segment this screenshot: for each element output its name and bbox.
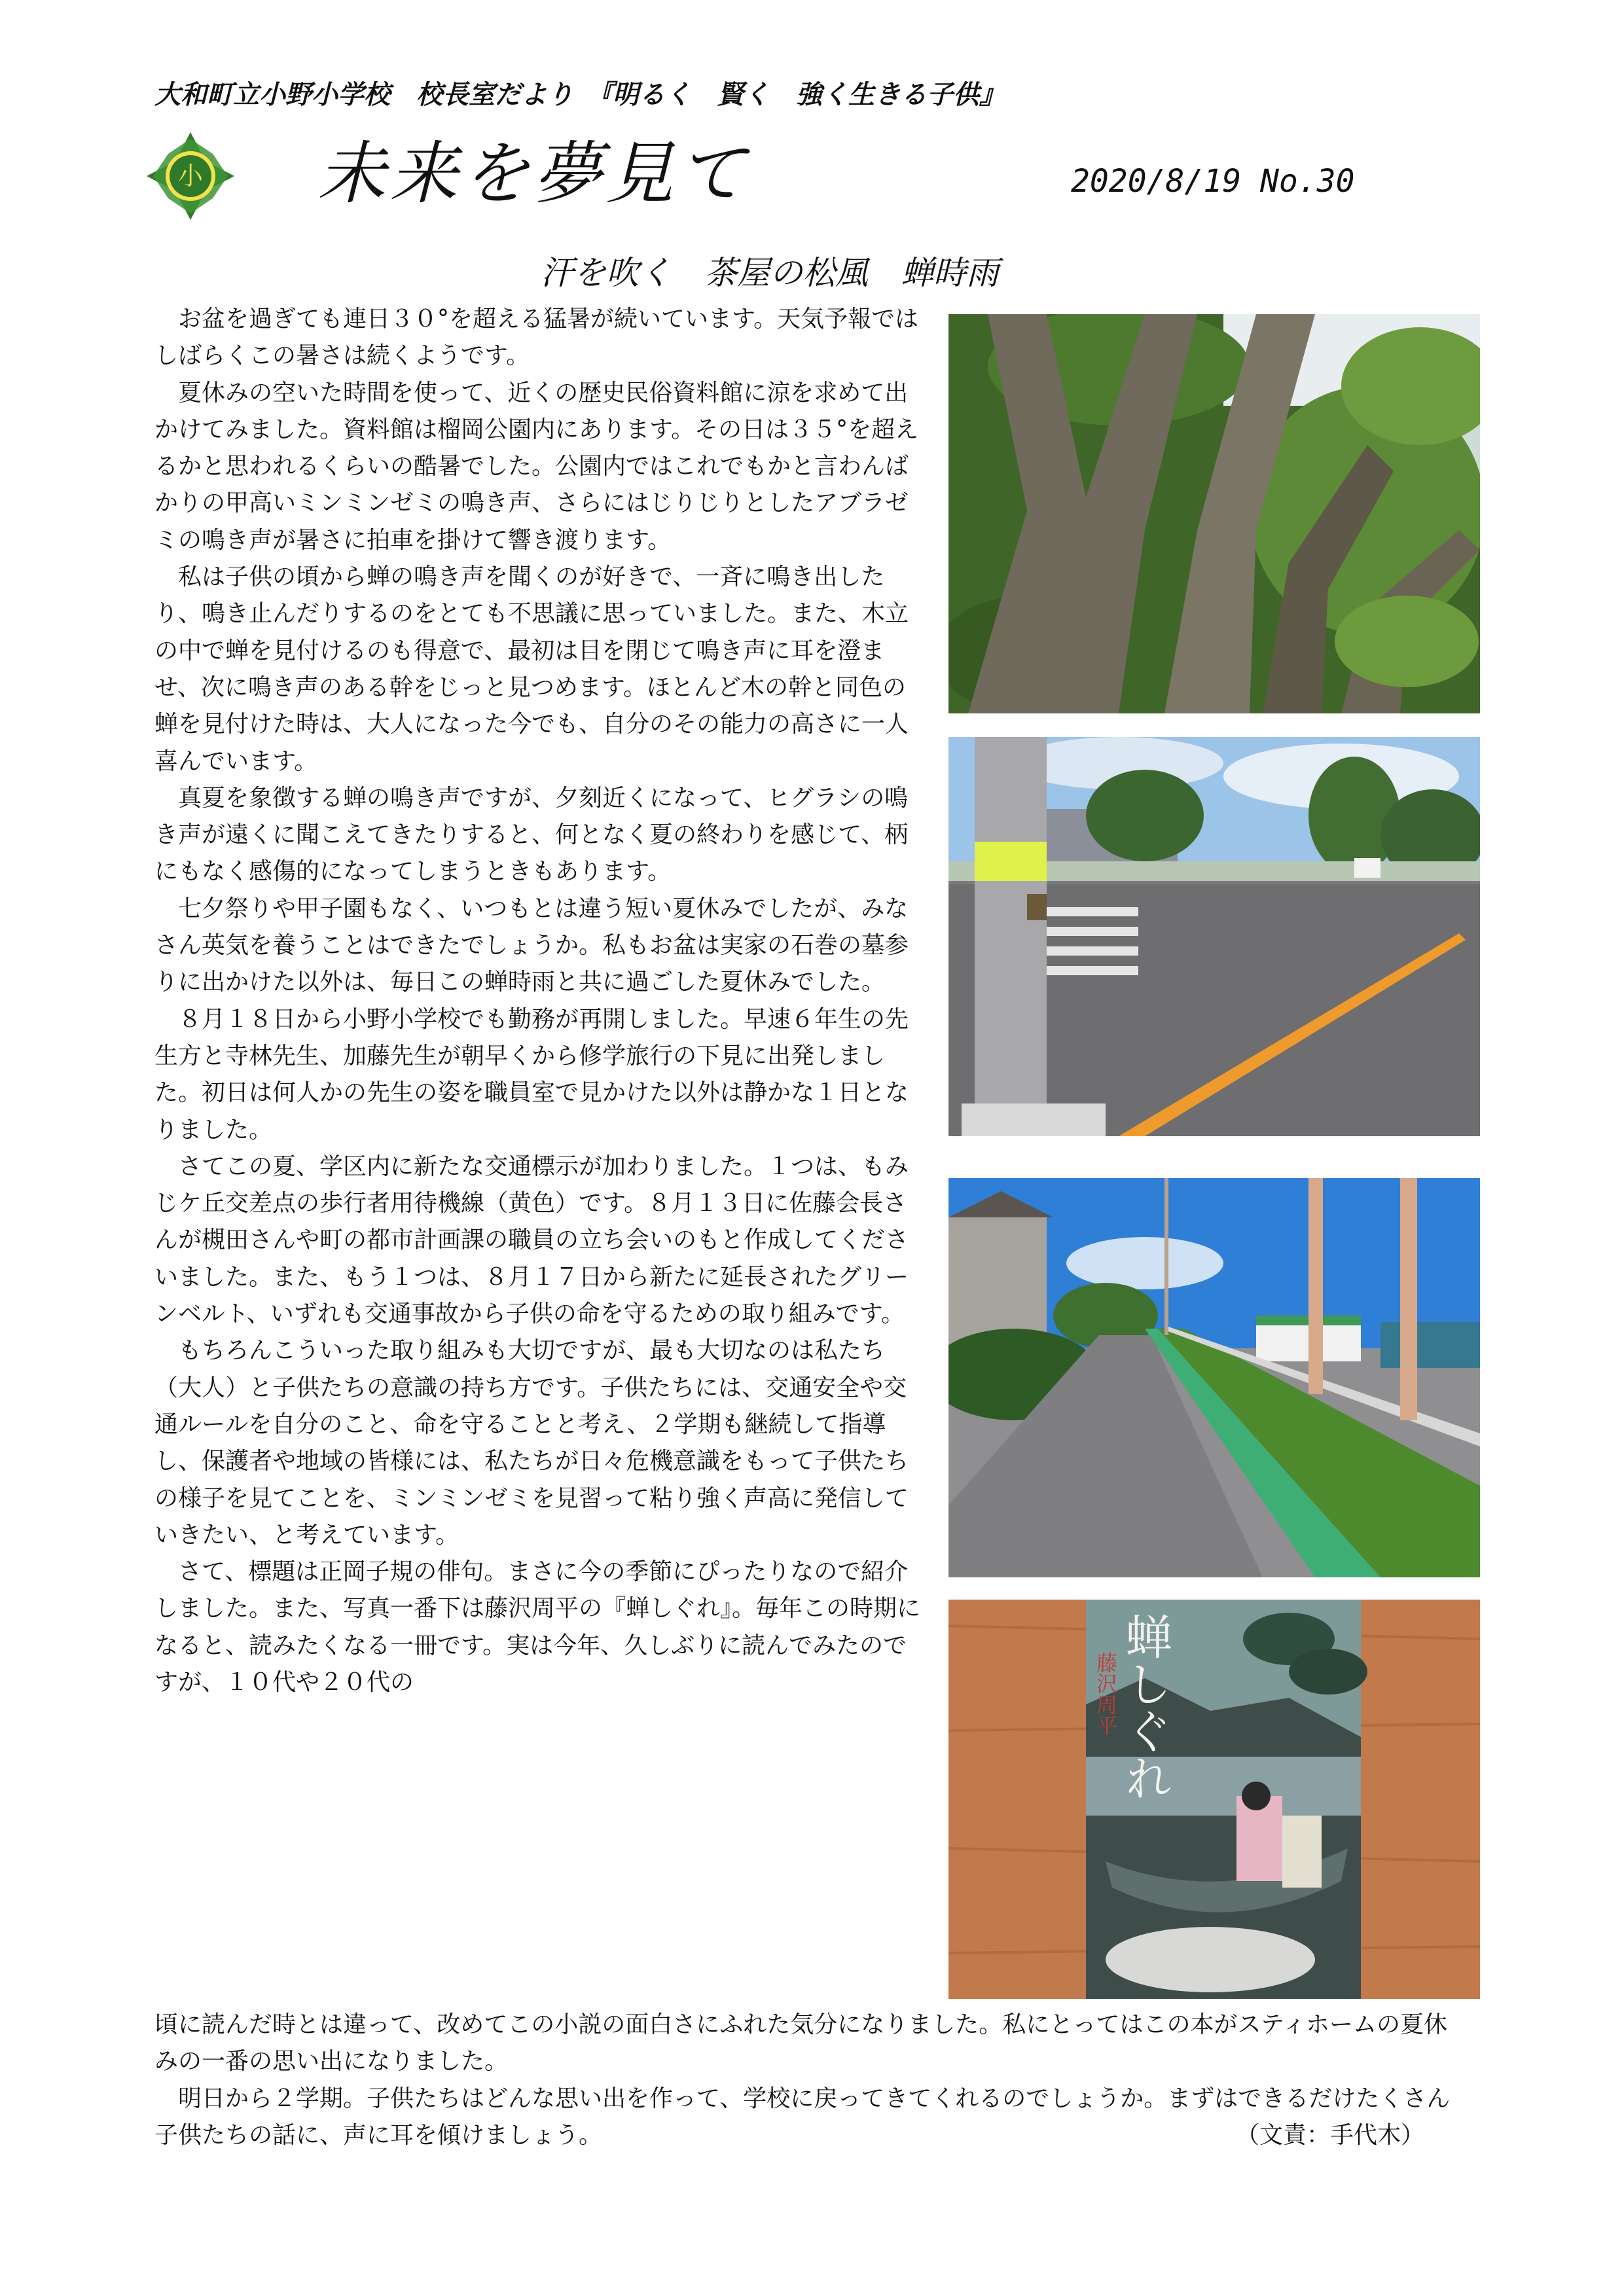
paragraph: 真夏を象徴する蝉の鳴き声ですが、夕刻近くになって、ヒグラシの鳴き声が遠くに聞こえてきたりすると、何となく夏の終わりを感じて、柄にもなく感傷的になってしまうときもあります。 <box>154 784 909 886</box>
author-credit: （文責：手代木） <box>1235 2121 1424 2149</box>
tree-branches-photo <box>948 314 1480 713</box>
issue-date-number: 2020/8/19 No.30 <box>1071 163 1355 200</box>
crosswalk-waiting-line-photo <box>948 737 1480 1136</box>
school-emblem-glyph: 小 <box>177 162 204 190</box>
paragraph <box>154 2081 1464 2155</box>
school-emblem-icon <box>145 131 236 221</box>
haiku-title: 汗を吹く 茶屋の松風 蝉時雨 <box>541 254 999 292</box>
paragraph: 夏休みの空いた時間を使って、近くの歴史民俗資料館に涼を求めて出かけてみました。資料館は榴岡公園内にあります。その日は３５°を超えるかと思われるくらいの酷暑でした。公園内ではこれでもかと言わんばかりの甲高いミンミンゼミの鳴き声、さらにはじりじりとしたアブラゼミの鳴き声が暑さに拍車を掛けて響き渡ります。 <box>154 379 919 554</box>
paragraph-continuation: 頃に読んだ時とは違って、改めてこの小説の面白さにふれた気分になりました。私にとってはこの本がスティホームの夏休みの一番の思い出になりました。 <box>154 2011 1447 2075</box>
book-title: 蝉しぐれ <box>1117 1613 1172 1801</box>
newsletter-title: 未来を夢見て <box>317 134 750 213</box>
paragraph: もちろんこういった取り組みも大切ですが、最も大切なのは私たち（大人）と子供たちの意識の持ち方です。子供たちには、交通安全や交通ルールを自分のこと、命を守ることと考え、２学期も継続して指導し、保護者や地域の皆様には、私たちが日々危機意識をもって子供たちの様子を見てことを、ミンミンゼミを見習って粘り強く声高に発信していきたい、と考えています。 <box>154 1337 909 1549</box>
book-cover-photo <box>948 1600 1480 1999</box>
book-author: 藤沢周平 <box>1093 1652 1118 1736</box>
final-paragraph-text: 明日から２学期。子供たちはどんな思い出を作って、学校に戻ってきてくれるのでしょうか。まずはできるだけたくさん子供たちの話に、声に耳を傾けましょう。 <box>154 2085 1451 2149</box>
paragraph: 私は子供の頃から蝉の鳴き声を聞くのが好きで、一斉に鳴き出したり、鳴き止んだりするのをとても不思議に思っていました。また、木立の中で蝉を見付けるのも得意で、最初は目を閉じて鳴き声に耳を澄ませ、次に鳴き声のある幹をじっと見つめます。ほとんど木の幹と同色の蝉を見付けた時は、大人になった今でも、自分のその能力の高さに一人喜んでいます。 <box>154 564 909 775</box>
paragraph: さてこの夏、学区内に新たな交通標示が加わりました。１つは、もみじケ丘交差点の歩行者用待機線（黄色）です。８月１３日に佐藤会長さんが槻田さんや町の都市計画課の職員の立ち会いのもと作成してくださいました。また、もう１つは、８月１７日から新たに延長されたグリーンベルト、いずれも交通事故から子供の命を守るための取り組みです。 <box>154 1153 909 1328</box>
article-full-width <box>154 2007 1464 2154</box>
paragraph: さて、標題は正岡子規の俳句。まさに今の季節にぴったりなので紹介しました。また、写真一番下は藤沢周平の『蝉しぐれ』。毎年この時期になると、読みたくなる一冊です。実は今年、久しぶりに読んでみたのですが、１０代や２０代の <box>154 1558 921 1696</box>
article-column <box>154 301 927 1701</box>
paragraph: お盆を過ぎても連日３０°を超える猛暑が続いています。天気予報ではしばらくこの暑さは続くようです。 <box>154 306 919 370</box>
newsletter-header-line: 大和町立小野小学校 校長室だより 『明るく 賢く 強く生きる子供』 <box>154 80 1005 110</box>
green-belt-road-photo <box>948 1178 1480 1577</box>
paragraph: 七夕祭りや甲子園もなく、いつもとは違う短い夏休みでしたが、みなさん英気を養うことはできたでしょうか。私もお盆は実家の石巻の墓参りに出かけた以外は、毎日この蝉時雨と共に過ごした夏休みでした。 <box>154 895 909 996</box>
paragraph: ８月１８日から小野小学校でも勤務が再開しました。早速６年生の先生方と寺林先生、加藤先生が朝早くから修学旅行の下見に出発しました。初日は何人かの先生の姿を職員室で見かけた以外は静かな１日となりました。 <box>154 1005 909 1143</box>
